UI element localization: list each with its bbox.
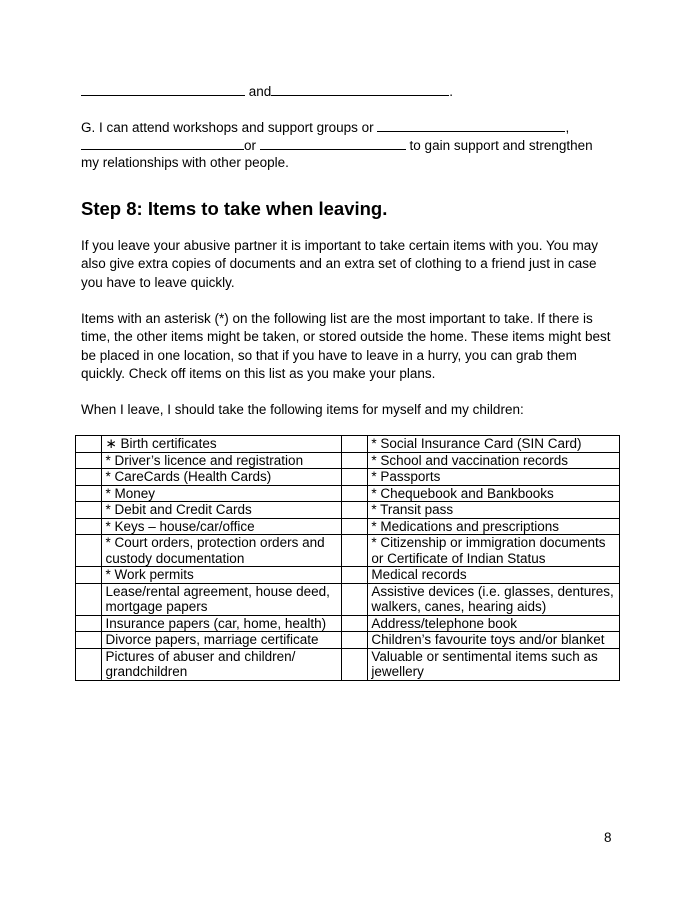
item-cell-right: * Passports	[368, 469, 620, 486]
item-cell-right: Address/telephone book	[368, 615, 620, 632]
items-checklist-table	[75, 435, 620, 681]
checkbox-cell-right[interactable]	[341, 518, 367, 535]
blank-field-3[interactable]	[377, 118, 565, 132]
item-g-line1	[81, 118, 569, 137]
item-cell-left: Pictures of abuser and children/ grandchildren	[102, 648, 341, 680]
blank-field-4[interactable]	[81, 136, 244, 150]
item-cell-right: * Citizenship or immigration documents or Certificate of Indian Status	[368, 535, 620, 567]
item-cell-right: Assistive devices (i.e. glasses, dentures, walkers, canes, hearing aids)	[368, 583, 620, 615]
item-cell-left: * Debit and Credit Cards	[102, 502, 341, 519]
checkbox-cell-left[interactable]	[76, 583, 102, 615]
step8-para1: If you leave your abusive partner it is important to take certain items with you. You may also give extra copies of documents and an extra set of clothing to a friend just in case you have to leave quickly.	[81, 238, 599, 290]
blank-field-2[interactable]	[271, 82, 449, 96]
item-g-prefix: G. I can attend workshops and support groups or	[81, 120, 374, 135]
connector-and: and	[248, 84, 272, 99]
step8-heading: Step 8: Items to take when leaving.	[81, 198, 388, 219]
step8-para2: Items with an asterisk (*) on the following list are the most important to take. If there is time, the other items might be taken, or stored outside the home. These items might best be placed in one location, so that if you have to leave in a hurry, you can grab them quickly. Check off items on this list as you make your plans.	[81, 311, 611, 381]
blank-field-5[interactable]	[260, 136, 406, 150]
table-row	[76, 615, 620, 632]
item-cell-right: * Chequebook and Bankbooks	[368, 485, 620, 502]
connector-or: or	[244, 138, 257, 153]
item-cell-right: * Medications and prescriptions	[368, 518, 620, 535]
item-cell-right: * School and vaccination records	[368, 452, 620, 469]
table-row	[76, 502, 620, 519]
item-g-suffix: to gain support and strengthen	[409, 138, 593, 153]
item-cell-left: ∗ Birth certificates	[102, 436, 341, 453]
checkbox-cell-right[interactable]	[341, 615, 367, 632]
checkbox-cell-left[interactable]	[76, 535, 102, 567]
checkbox-cell-right[interactable]	[341, 632, 367, 649]
item-cell-left: * Keys – house/car/office	[102, 518, 341, 535]
item-cell-right: Medical records	[368, 567, 620, 584]
item-g-line2	[81, 136, 593, 155]
checkbox-cell-left[interactable]	[76, 469, 102, 486]
table-row	[76, 648, 620, 680]
checkbox-cell-right[interactable]	[341, 436, 367, 453]
item-g-line3: my relationships with other people.	[81, 155, 289, 170]
checkbox-cell-right[interactable]	[341, 648, 367, 680]
item-cell-left: * Money	[102, 485, 341, 502]
page-number: 8	[604, 830, 612, 845]
checkbox-cell-left[interactable]	[76, 648, 102, 680]
comma: ,	[565, 120, 570, 135]
item-cell-left: Insurance papers (car, home, health)	[102, 615, 341, 632]
table-row	[76, 452, 620, 469]
table-row	[76, 436, 620, 453]
checkbox-cell-right[interactable]	[341, 535, 367, 567]
checkbox-cell-right[interactable]	[341, 583, 367, 615]
step8-para3: When I leave, I should take the following items for myself and my children:	[81, 402, 524, 417]
item-cell-right: Children’s favourite toys and/or blanket	[368, 632, 620, 649]
table-row	[76, 469, 620, 486]
table-row	[76, 632, 620, 649]
checkbox-cell-left[interactable]	[76, 518, 102, 535]
checkbox-cell-left[interactable]	[76, 567, 102, 584]
checkbox-cell-right[interactable]	[341, 567, 367, 584]
table-row	[76, 518, 620, 535]
table-row	[76, 567, 620, 584]
item-cell-left: Divorce papers, marriage certificate	[102, 632, 341, 649]
item-cell-right: Valuable or sentimental items such as jewellery	[368, 648, 620, 680]
table-row	[76, 535, 620, 567]
item-cell-left: * Court orders, protection orders and custody documentation	[102, 535, 341, 567]
item-cell-right: * Social Insurance Card (SIN Card)	[368, 436, 620, 453]
item-cell-right: * Transit pass	[368, 502, 620, 519]
item-cell-left: * Driver’s licence and registration	[102, 452, 341, 469]
period: .	[449, 84, 454, 99]
checkbox-cell-right[interactable]	[341, 469, 367, 486]
blank-field-1[interactable]	[81, 82, 245, 96]
item-cell-left: * CareCards (Health Cards)	[102, 469, 341, 486]
checkbox-cell-left[interactable]	[76, 436, 102, 453]
checkbox-cell-left[interactable]	[76, 615, 102, 632]
checkbox-cell-right[interactable]	[341, 485, 367, 502]
checkbox-cell-left[interactable]	[76, 502, 102, 519]
checkbox-cell-left[interactable]	[76, 452, 102, 469]
checkbox-cell-left[interactable]	[76, 485, 102, 502]
checkbox-cell-right[interactable]	[341, 502, 367, 519]
item-cell-left: Lease/rental agreement, house deed, mortgage papers	[102, 583, 341, 615]
table-row	[76, 485, 620, 502]
table-row	[76, 583, 620, 615]
checkbox-cell-left[interactable]	[76, 632, 102, 649]
fill-in-line-top	[81, 82, 453, 101]
item-cell-left: * Work permits	[102, 567, 341, 584]
checkbox-cell-right[interactable]	[341, 452, 367, 469]
